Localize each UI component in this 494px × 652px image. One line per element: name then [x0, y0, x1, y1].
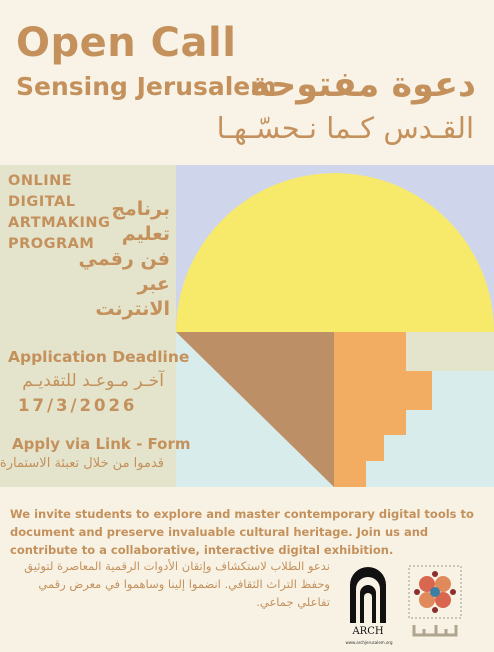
subtitle-arabic: دعوة مفتوحة: [249, 65, 476, 105]
subtitle-english: Sensing Jerusalem: [16, 72, 277, 101]
arch-logo-label: ARCH: [352, 626, 384, 637]
page-title: Open Call: [16, 20, 237, 66]
apply-link[interactable]: Apply via Link - Form: [12, 435, 191, 453]
program-ar-line: تعليم: [121, 223, 170, 245]
flower-logo-icon: [408, 565, 462, 641]
program-arabic: [78, 197, 170, 322]
program-ar-line: فن رقمي: [78, 248, 170, 270]
program-line: DIGITAL: [8, 194, 76, 210]
program-ar-line: برنامج: [111, 198, 170, 220]
deadline-label: Application Deadline: [8, 348, 190, 366]
program-line: PROGRAM: [8, 236, 95, 252]
program-line: ARTMAKING: [8, 215, 111, 231]
program-ar-line: الانترنت: [95, 298, 170, 320]
apply-link-arabic[interactable]: قدموا من خلال تعبئة الاستمارة: [0, 456, 164, 471]
subtitle-arabic-secondary: القـدس كـما نـحسّـهـا: [216, 111, 474, 145]
deadline-date: 17/3/2026: [18, 396, 138, 415]
arch-url: www.archjerusalem.org: [345, 640, 393, 645]
program-line: ONLINE: [8, 173, 73, 189]
deadline-label-arabic: آخـر مـوعـد للتقديـم: [22, 371, 164, 391]
step-bg-1: [406, 332, 494, 371]
sun-graphic: [176, 165, 494, 487]
program-ar-line: عبر: [137, 273, 170, 295]
description-english: We invite students to explore and master contemporary digital tools to document and preserve invaluable cultural heritage. Join us and contribute to a collaborative, interactive digital exhibition.: [10, 507, 474, 557]
description-arabic: ندعو الطلاب لاستكشاف وإتقان الأدوات الرقمية المعاصرة لتوثيق وحفظ التراث الثقافي. انضموا إلينا وساهموا في معرض رقمي تفاعلي جماعي.: [24, 559, 330, 609]
